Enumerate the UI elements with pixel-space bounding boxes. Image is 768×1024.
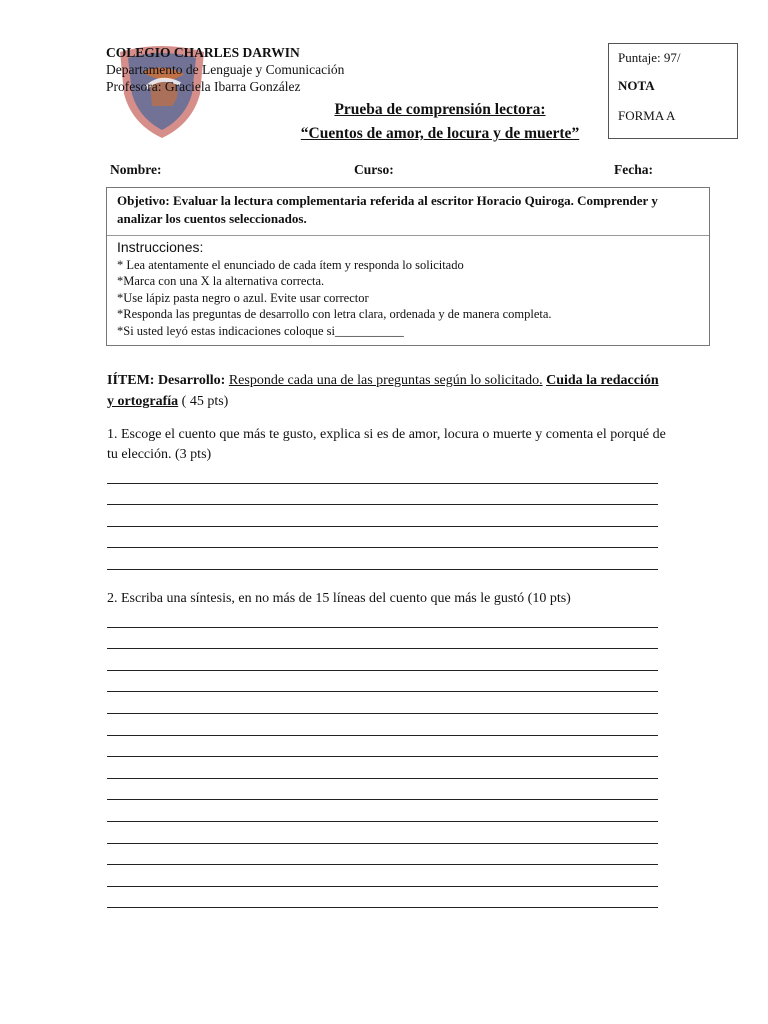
answer-line[interactable] <box>107 714 658 736</box>
answer-line[interactable] <box>107 527 658 549</box>
answer-line[interactable] <box>107 887 658 909</box>
instruction-item: *Responda las preguntas de desarrollo con letra clara, ordenada y de manera completa. <box>117 307 552 321</box>
answer-line[interactable] <box>107 462 658 484</box>
answer-line[interactable] <box>107 779 658 801</box>
instruction-item: *Use lápiz pasta negro o azul. Evite usar corrector <box>117 290 369 305</box>
score-label: Puntaje: 97/ <box>618 50 681 65</box>
test-title-line-1: Prueba de comprensión lectora: <box>334 101 546 118</box>
answer-line[interactable] <box>107 649 658 671</box>
item-heading <box>107 370 667 412</box>
objective-text: Objetivo: Evaluar la lectura complementaria referida al escritor Horacio Quiroga. Comprender y analizar los cuentos seleccionados. <box>107 188 709 236</box>
test-title-line-2: “Cuentos de amor, de locura y de muerte” <box>300 125 580 142</box>
school-header <box>106 44 344 95</box>
answer-line[interactable] <box>107 800 658 822</box>
answer-line[interactable] <box>107 692 658 714</box>
answer-line[interactable] <box>107 671 658 693</box>
date-field-label: Fecha: <box>614 162 653 177</box>
department-name: Departamento de Lenguaje y Comunicación <box>106 62 345 77</box>
instruction-item: *Marca con una X la alternativa correcta. <box>117 274 325 288</box>
answer-line[interactable] <box>107 757 658 779</box>
school-name: COLEGIO CHARLES DARWIN <box>106 45 300 60</box>
answer-line[interactable] <box>107 548 658 570</box>
instructions-heading: Instrucciones: <box>117 239 204 255</box>
answer-line[interactable] <box>107 628 658 650</box>
grade-label: NOTA <box>618 78 655 93</box>
answer-line[interactable] <box>107 822 658 844</box>
question-1: 1. Escoge el cuento que más te gusto, explica si es de amor, locura o muerte y comenta el porqué de tu elección. (3 pts) <box>107 427 666 462</box>
form-label: FORMA A <box>618 108 676 123</box>
name-field-label: Nombre: <box>110 162 162 177</box>
answer-line[interactable] <box>107 865 658 887</box>
answer-lines-2[interactable] <box>107 606 658 908</box>
instruction-item: * Lea atentamente el enunciado de cada ítem y responda lo solicitado <box>117 257 464 272</box>
question-2: 2. Escriba una síntesis, en no más de 15 líneas del cuento que más le gustó (10 pts) <box>107 591 571 606</box>
item-care-note: Cuida la redacción y ortografía <box>107 373 659 409</box>
item-label: IÍTEM: Desarrollo: <box>107 373 226 388</box>
answer-line[interactable] <box>107 606 658 628</box>
score-box <box>608 43 738 139</box>
instructions-section <box>107 236 709 345</box>
item-instruction: Responde cada una de las preguntas según lo solicitado. <box>228 373 543 388</box>
answer-line[interactable] <box>107 505 658 527</box>
course-field-label: Curso: <box>354 162 394 177</box>
item-points: ( 45 pts) <box>181 394 229 409</box>
instruction-item: *Si usted leyó estas indicaciones coloque si___________ <box>117 323 404 338</box>
teacher-name: Profesora: Graciela Ibarra González <box>106 79 301 94</box>
objective-instructions-box <box>106 187 710 346</box>
answer-line[interactable] <box>107 484 658 506</box>
test-title <box>270 98 610 146</box>
answer-lines-1[interactable] <box>107 462 658 570</box>
answer-line[interactable] <box>107 736 658 758</box>
answer-line[interactable] <box>107 844 658 866</box>
